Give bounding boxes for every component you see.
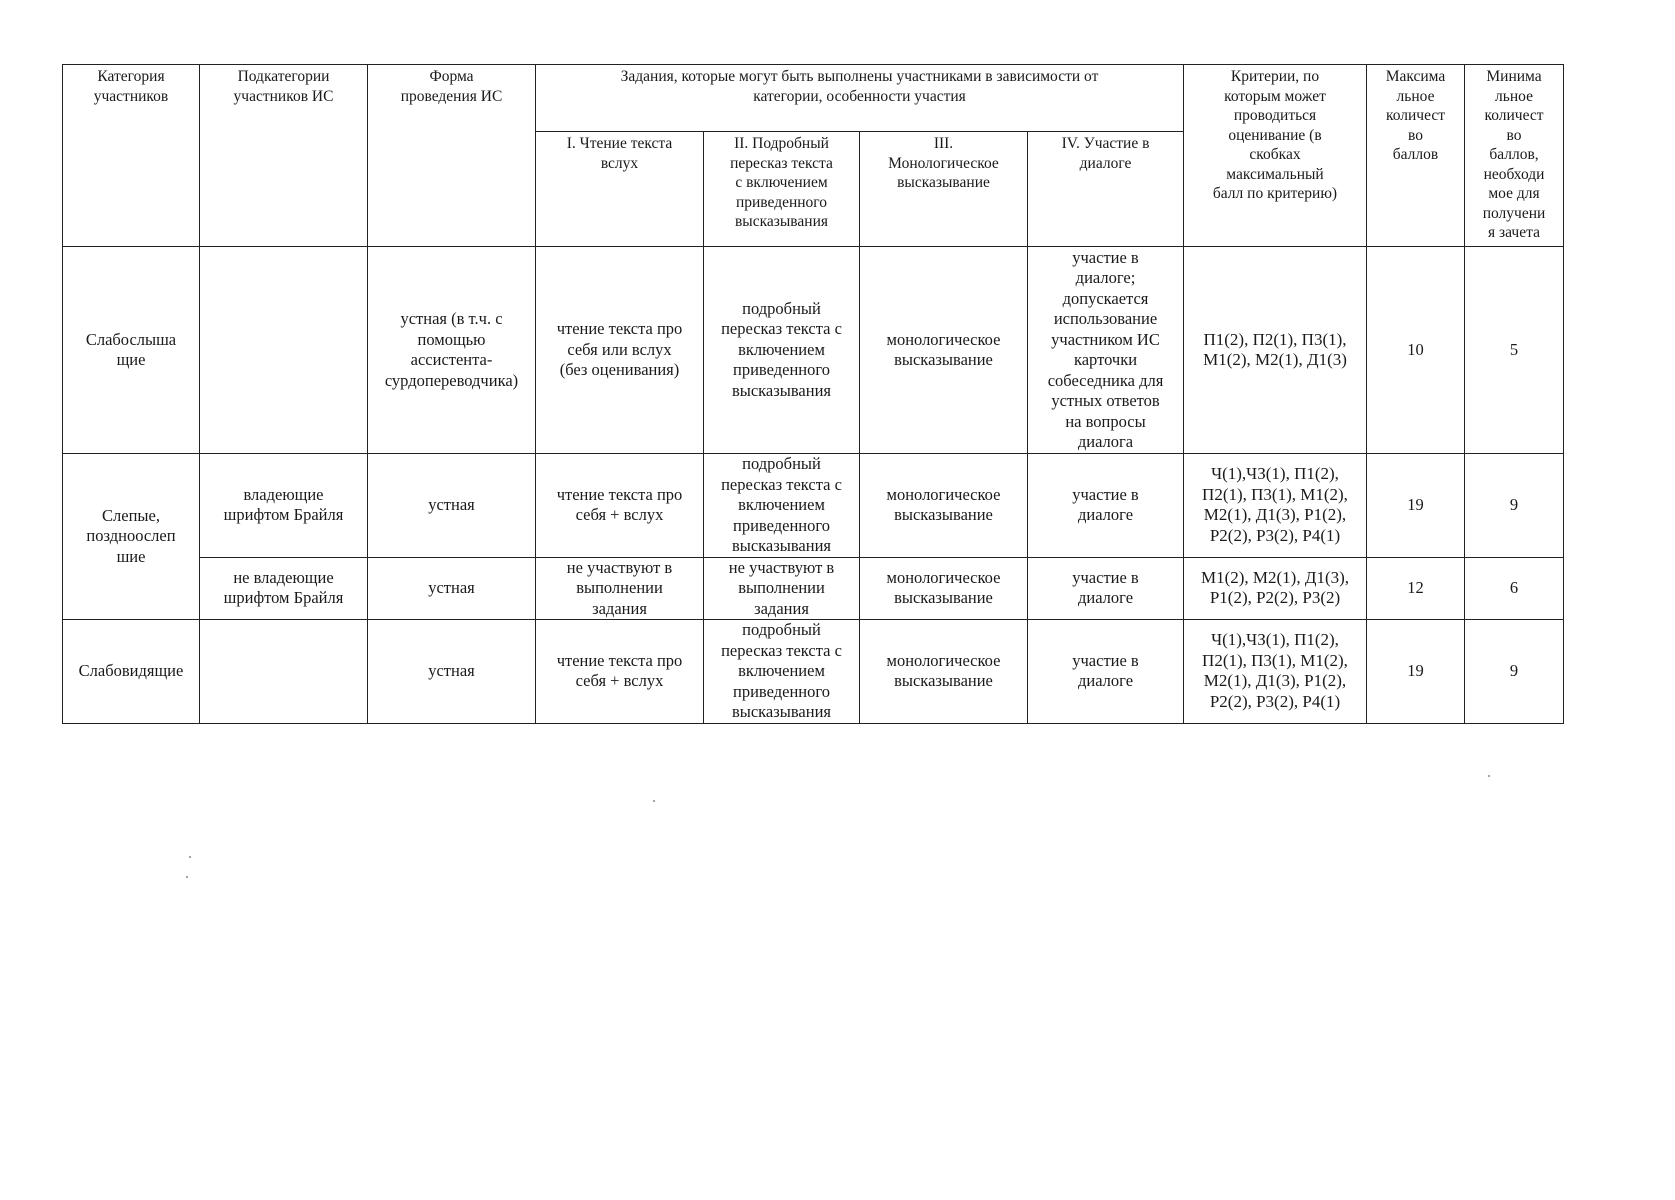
row-max-score: 19 — [1367, 454, 1465, 558]
row-task-3: монологическое высказывание — [860, 247, 1028, 454]
row-subcategory — [200, 247, 368, 454]
header-category: Категория участников — [63, 65, 200, 247]
header-task-1: I. Чтение текста вслух — [536, 132, 704, 247]
row-task-3: монологическое высказывание — [860, 454, 1028, 558]
row-min-score: 5 — [1465, 247, 1564, 454]
header-row-1 — [63, 65, 1564, 132]
row-max-score: 19 — [1367, 620, 1465, 724]
table-row — [63, 557, 1564, 620]
row-subcategory — [200, 620, 368, 724]
row-form: устная — [368, 454, 536, 558]
scan-speck — [1488, 775, 1490, 777]
header-min-score: Минима льное количест во баллов, необходи мое для получени я зачета — [1465, 65, 1564, 247]
row-form: устная — [368, 620, 536, 724]
row-task-4: участие в диалоге; допускается использование участником ИС карточки собеседника для устных ответов на вопросы диалога — [1028, 247, 1184, 454]
row-task-4: участие в диалоге — [1028, 620, 1184, 724]
row-task-3: монологическое высказывание — [860, 557, 1028, 620]
row-criteria: М1(2), М2(1), Д1(3), Р1(2), Р2(2), Р3(2) — [1184, 557, 1367, 620]
row-task-2: подробный пересказ текста с включением приведенного высказывания — [704, 620, 860, 724]
table-row — [63, 247, 1564, 454]
header-task-4: IV. Участие в диалоге — [1028, 132, 1184, 247]
row-category: Слепые, поздноослеп шие — [63, 454, 200, 620]
header-max-score: Максима льное количест во баллов — [1367, 65, 1465, 247]
row-max-score: 10 — [1367, 247, 1465, 454]
row-criteria: Ч(1),ЧЗ(1), П1(2), П2(1), П3(1), М1(2), М2(1), Д1(3), Р1(2), Р2(2), Р3(2), Р4(1) — [1184, 620, 1367, 724]
row-task-2: не участвуют в выполнении задания — [704, 557, 860, 620]
header-form: Форма проведения ИС — [368, 65, 536, 247]
row-task-3: монологическое высказывание — [860, 620, 1028, 724]
header-tasks-group: Задания, которые могут быть выполнены участниками в зависимости от категории, особенности участия — [536, 65, 1184, 132]
row-min-score: 6 — [1465, 557, 1564, 620]
row-subcategory: не владеющие шрифтом Брайля — [200, 557, 368, 620]
row-subcategory: владеющие шрифтом Брайля — [200, 454, 368, 558]
row-task-1: чтение текста про себя + вслух — [536, 454, 704, 558]
row-category: Слабовидящие — [63, 620, 200, 724]
assessment-table — [62, 64, 1564, 724]
table-row — [63, 454, 1564, 558]
header-criteria: Критерии, по которым может проводиться оценивание (в скобках максимальный балл по критерию) — [1184, 65, 1367, 247]
row-task-1: чтение текста про себя + вслух — [536, 620, 704, 724]
row-form: устная (в т.ч. с помощью ассистента- сурдопереводчика) — [368, 247, 536, 454]
row-max-score: 12 — [1367, 557, 1465, 620]
row-task-4: участие в диалоге — [1028, 454, 1184, 558]
row-form: устная — [368, 557, 536, 620]
row-min-score: 9 — [1465, 620, 1564, 724]
row-task-1: не участвуют в выполнении задания — [536, 557, 704, 620]
header-subcategory: Подкатегории участников ИС — [200, 65, 368, 247]
row-criteria: Ч(1),ЧЗ(1), П1(2), П2(1), П3(1), М1(2), М2(1), Д1(3), Р1(2), Р2(2), Р3(2), Р4(1) — [1184, 454, 1367, 558]
row-task-1: чтение текста про себя или вслух (без оценивания) — [536, 247, 704, 454]
scan-speck — [189, 856, 191, 858]
scan-speck — [653, 800, 655, 802]
table-row — [63, 620, 1564, 724]
row-min-score: 9 — [1465, 454, 1564, 558]
row-task-2: подробный пересказ текста с включением приведенного высказывания — [704, 247, 860, 454]
row-task-2: подробный пересказ текста с включением приведенного высказывания — [704, 454, 860, 558]
row-criteria: П1(2), П2(1), П3(1), М1(2), М2(1), Д1(3) — [1184, 247, 1367, 454]
row-task-4: участие в диалоге — [1028, 557, 1184, 620]
header-task-3: III. Монологическое высказывание — [860, 132, 1028, 247]
row-category: Слабослыша щие — [63, 247, 200, 454]
scan-speck — [186, 876, 188, 878]
header-task-2: II. Подробный пересказ текста с включением приведенного высказывания — [704, 132, 860, 247]
